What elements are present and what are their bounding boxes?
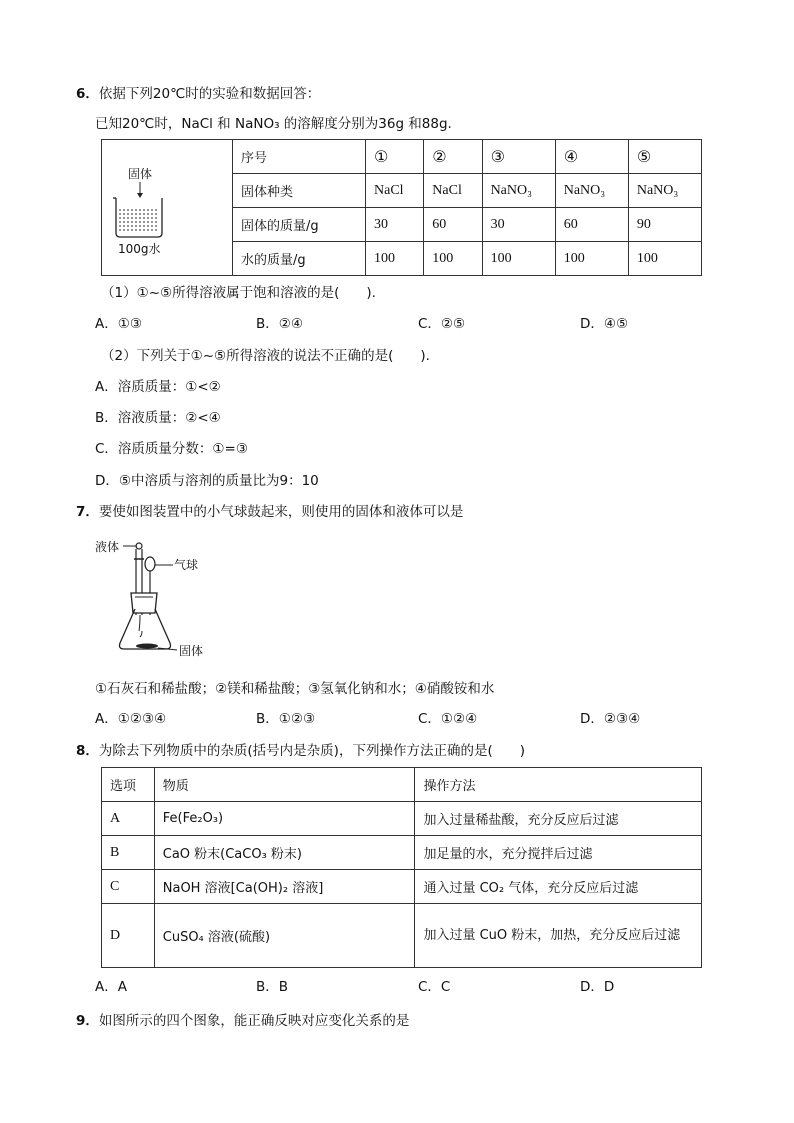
table-row	[233, 174, 702, 208]
table-cell: NaCl	[366, 174, 424, 208]
question-stem: 为除去下列物质中的杂质(括号内是杂质)，下列操作方法正确的是( )	[98, 743, 525, 759]
table-cell: 通入过量 CO₂ 气体，充分反应后过滤	[415, 870, 702, 904]
table-cell: 60	[424, 208, 482, 242]
option-d[interactable]: D．②③④	[580, 711, 641, 727]
q6-sub1-stem: （1）①~⑤所得溶液属于饱和溶液的是( ).	[101, 285, 376, 301]
beaker-water-label: 100g水	[118, 242, 161, 256]
table-cell: 30	[366, 208, 424, 242]
table-cell: CuSO₄ 溶液(硫酸)	[154, 904, 415, 968]
table-cell: Fe(Fe₂O₃)	[154, 802, 415, 836]
table-cell: 60	[555, 208, 628, 242]
table-row	[102, 802, 702, 836]
table-row	[233, 140, 702, 174]
option-a[interactable]: A．①②③④	[95, 711, 167, 727]
table-cell: D	[102, 904, 155, 968]
option-b[interactable]: B．②④	[256, 316, 303, 332]
table-cell: 序号	[233, 140, 366, 174]
option-c[interactable]: C．②⑤	[418, 316, 466, 332]
table-cell: NaNO₃	[555, 174, 628, 208]
q6-known: 已知20℃时，NaCl 和 NaNO₃ 的溶解度分别为36g 和88g.	[95, 116, 452, 132]
table-cell: B	[102, 836, 155, 870]
beaker-diagram	[102, 140, 233, 277]
flask-solid-label: 固体	[179, 644, 204, 658]
q6-data-table	[232, 139, 702, 276]
table-cell: ③	[482, 140, 555, 174]
table-cell: ⑤	[628, 140, 701, 174]
q9-line	[76, 1011, 409, 1031]
q7-line	[76, 502, 463, 522]
option-c[interactable]: C．C	[418, 979, 451, 995]
option-c[interactable]: C．①②④	[418, 711, 478, 727]
table-row	[102, 768, 702, 802]
question-number: 6．	[76, 86, 99, 102]
q8-line	[76, 741, 525, 761]
q6-sub2-stem: （2）下列关于①~⑤所得溶液的说法不正确的是( ).	[101, 348, 430, 364]
table-header-cell: 选项	[102, 768, 155, 802]
table-row	[102, 870, 702, 904]
option-c[interactable]: C．溶质质量分数：①=③	[95, 441, 248, 457]
q6-line	[76, 84, 320, 104]
table-cell: 水的质量/g	[233, 242, 366, 276]
table-cell: 加入过量稀盐酸，充分反应后过滤	[415, 802, 702, 836]
option-d[interactable]: D．D	[580, 979, 615, 995]
table-cell: NaOH 溶液[Ca(OH)₂ 溶液]	[154, 870, 415, 904]
table-cell: 固体种类	[233, 174, 366, 208]
table-cell: 30	[482, 208, 555, 242]
table-cell: A	[102, 802, 155, 836]
option-b[interactable]: B．溶液质量：②<④	[95, 410, 221, 426]
table-cell: 固体的质量/g	[233, 208, 366, 242]
q8-options-table	[101, 767, 702, 968]
beaker-solid-label: 固体	[128, 167, 153, 181]
question-stem: 要使如图装置中的小气球鼓起来，则使用的固体和液体可以是	[98, 504, 464, 520]
table-cell: 100	[366, 242, 424, 276]
q7-choices: ①石灰石和稀盐酸；②镁和稀盐酸；③氢氧化钠和水；④硝酸铵和水	[95, 681, 495, 697]
option-a[interactable]: A．①③	[95, 316, 142, 332]
option-b[interactable]: B．①②③	[256, 711, 316, 727]
question-number: 8．	[76, 743, 99, 759]
option-d[interactable]: D．④⑤	[580, 316, 629, 332]
table-cell: NaCl	[424, 174, 482, 208]
flask-liquid-label: 液体	[95, 540, 120, 554]
table-cell: 90	[628, 208, 701, 242]
table-cell: 100	[482, 242, 555, 276]
table-cell: C	[102, 870, 155, 904]
table-cell: ①	[366, 140, 424, 174]
option-b[interactable]: B．B	[256, 979, 289, 995]
table-cell: ④	[555, 140, 628, 174]
option-d[interactable]: D．⑤中溶质与溶剂的质量比为9：10	[95, 473, 319, 489]
flask-balloon-label: 气球	[174, 558, 199, 572]
table-header-cell: 操作方法	[415, 768, 702, 802]
table-row	[102, 836, 702, 870]
table-row	[233, 242, 702, 276]
question-stem: 依据下列20℃时的实验和数据回答：	[98, 86, 321, 102]
table-cell: 100	[424, 242, 482, 276]
table-header-cell: 物质	[154, 768, 415, 802]
question-number: 7．	[76, 504, 99, 520]
table-cell: 加入过量 CuO 粉末，加热，充分反应后过滤	[415, 904, 702, 968]
table-cell: NaNO₃	[628, 174, 701, 208]
beaker-figure-cell	[101, 139, 232, 276]
question-number: 9．	[76, 1013, 99, 1029]
table-cell: 加足量的水，充分搅拌后过滤	[415, 836, 702, 870]
table-row	[233, 208, 702, 242]
table-cell: CaO 粉末(CaCO₃ 粉末)	[154, 836, 415, 870]
question-stem: 如图所示的四个图象，能正确反映对应变化关系的是	[98, 1013, 410, 1029]
option-a[interactable]: A．A	[95, 979, 127, 995]
table-cell: 100	[628, 242, 701, 276]
table-row	[102, 904, 702, 968]
flask-apparatus-diagram	[95, 535, 225, 665]
option-a[interactable]: A．溶质质量：①<②	[95, 379, 221, 395]
table-cell: ②	[424, 140, 482, 174]
table-cell: 100	[555, 242, 628, 276]
table-cell: NaNO₃	[482, 174, 555, 208]
